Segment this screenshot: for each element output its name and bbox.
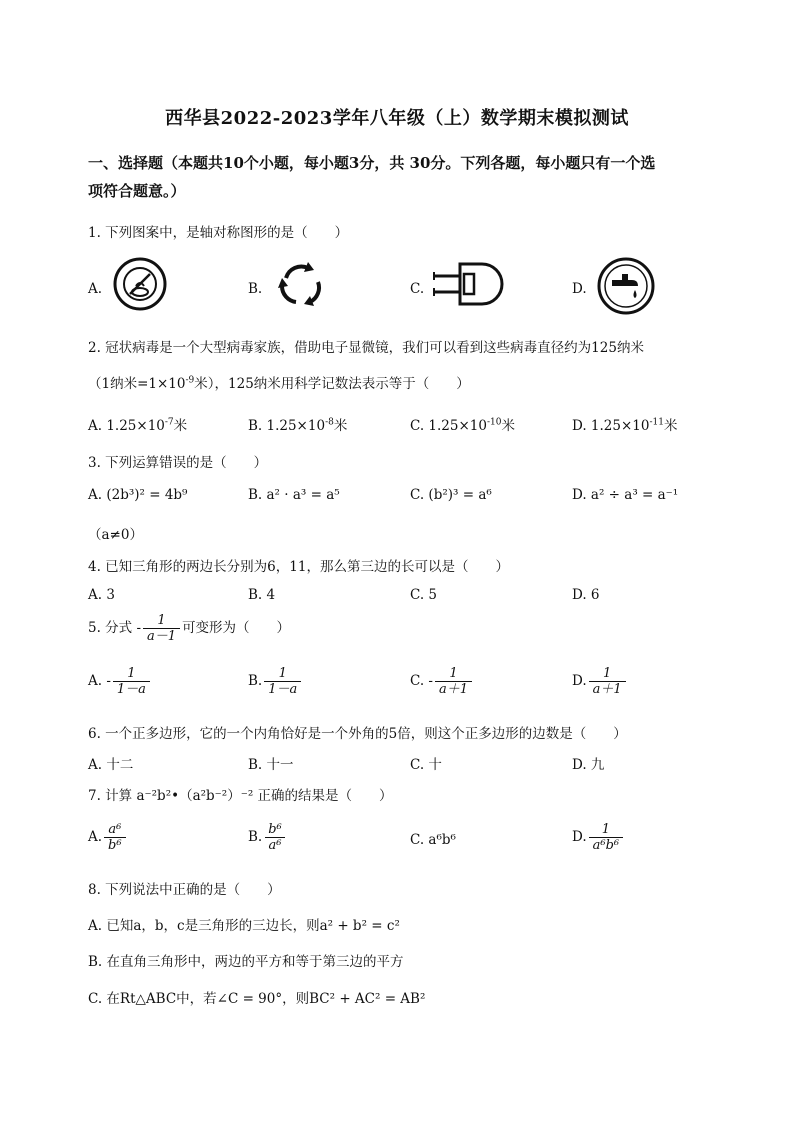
q1-option-c-label: C. xyxy=(410,281,425,297)
q3-option-a: A. (2b³)² = 4b⁹ xyxy=(88,487,188,503)
section-heading-line1: 一、选择题（本题共10个小题，每小题3分，共 30分。下列各题，每小题只有一个选 xyxy=(88,154,656,172)
q5-option-d: D. $\frac{1}{a+1}$ xyxy=(572,666,628,697)
q4-option-d: D. 6 xyxy=(572,587,600,603)
q5-option-c: C. - $\frac{1}{a+1}$ xyxy=(410,666,474,697)
q2-stem-line2: （1纳米$=1\times 10^{-9}$米），125纳米用科学记数法表示等于（ ） xyxy=(88,375,470,392)
q7-option-c: C. a⁶b⁶ xyxy=(410,832,456,848)
q1-option-b-label: B. xyxy=(248,281,263,297)
q8-option-b: B. 在直角三角形中，两边的平方和等于第三边的平方 xyxy=(88,954,404,970)
recycle-arrows-icon xyxy=(272,256,328,316)
section-heading-line2: 项符合题意。） xyxy=(88,182,186,200)
q6-option-c: C. 十 xyxy=(410,757,442,773)
water-tap-icon xyxy=(596,256,656,320)
q6-option-b: B. 十一 xyxy=(248,757,294,773)
q2-option-b: B. $1.25\times 10^{-8}$米 xyxy=(248,417,348,434)
q4-option-a: A. 3 xyxy=(88,587,115,603)
q3-option-b: B. a² · a³ = a⁵ xyxy=(248,487,340,503)
q4-option-b: B. 4 xyxy=(248,587,276,603)
q5-option-a: A. - $\frac{1}{1-a}$ xyxy=(88,666,152,697)
page-title: 西华县2022-2023学年八年级（上）数学期末模拟测试 xyxy=(165,108,629,129)
q3-option-d: D. a² ÷ a³ = a⁻¹ xyxy=(572,487,679,503)
q2-stem-line1: 2. 冠状病毒是一个大型病毒家族，借助电子显微镜，我们可以看到这些病毒直径约为125纳米 xyxy=(88,340,644,356)
q5-stem: 5. 分式 - $\frac{1}{a-1}$ 可变形为（ ） xyxy=(88,613,291,644)
q1-option-d-label: D. xyxy=(572,281,587,297)
q3-note: （a≠0） xyxy=(88,527,143,543)
q8-option-a: A. 已知a，b，c是三角形的三边长，则a² + b² = c² xyxy=(88,918,400,934)
q2-option-a: A. $1.25\times 10^{-7}$米 xyxy=(88,417,188,434)
q4-option-c: C. 5 xyxy=(410,587,438,603)
q5-option-b: B. $\frac{1}{1-a}$ xyxy=(248,666,303,697)
q3-stem: 3. 下列运算错误的是（ ） xyxy=(88,455,268,471)
no-symbol-icon xyxy=(112,256,168,316)
q6-option-a: A. 十二 xyxy=(88,757,134,773)
q7-option-d: D. $\frac{1}{\text{a⁶b⁶}}$ xyxy=(572,822,625,853)
q6-stem: 6. 一个正多边形，它的一个内角恰好是一个外角的5倍，则这个正多边形的边数是（ ） xyxy=(88,726,627,742)
q8-option-c: C. 在Rt△ABC中，若∠C = 90°，则BC² + AC² = AB² xyxy=(88,991,426,1007)
q1-stem: 1. 下列图案中，是轴对称图形的是（ ） xyxy=(88,225,349,241)
q4-stem: 4. 已知三角形的两边长分别为6，11，那么第三边的长可以是（ ） xyxy=(88,559,509,575)
q7-stem: 7. 计算 a⁻²b²•（a²b⁻²）⁻² 正确的结果是（ ） xyxy=(88,788,393,804)
q3-option-c: C. (b²)³ = a⁶ xyxy=(410,487,492,503)
q2-option-d: D. $1.25\times 10^{-11}$米 xyxy=(572,417,678,434)
q5-stem-fraction: $\frac{1}{a-1}$ xyxy=(143,613,180,644)
q6-option-d: D. 九 xyxy=(572,757,605,773)
q8-stem: 8. 下列说法中正确的是（ ） xyxy=(88,882,281,898)
q7-option-b: B. $\frac{\text{b⁶}}{\text{a⁶}}$ xyxy=(248,822,288,853)
q7-option-a: A. $\frac{\text{a⁶}}{\text{b⁶}}$ xyxy=(88,822,128,853)
q1-option-a-label: A. xyxy=(88,281,103,297)
plug-icon xyxy=(432,256,508,316)
q2-option-c: C. $1.25\times 10^{-10}$米 xyxy=(410,417,515,434)
